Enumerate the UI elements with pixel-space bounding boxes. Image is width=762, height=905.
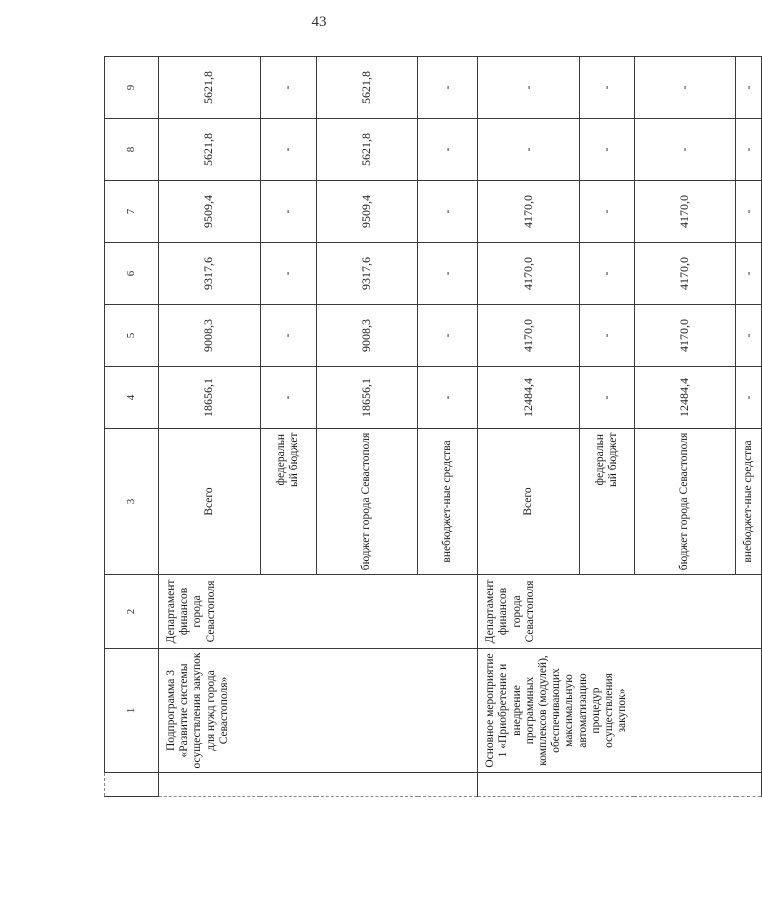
value-cell: 12484,4 bbox=[478, 367, 580, 429]
header-cell: 5 bbox=[105, 305, 159, 367]
program-name: Подпрограмма 3 «Развитие системы осуществления закупок для нужд города Севастополя» bbox=[159, 649, 478, 773]
value-cell: 9509,4 bbox=[316, 181, 418, 243]
value-cell: 9509,4 bbox=[159, 181, 261, 243]
value-cell: - bbox=[634, 57, 736, 119]
funding-source: внебюджет-ные средства bbox=[418, 429, 478, 575]
budget-table bbox=[104, 56, 762, 797]
header-cell: 4 bbox=[105, 367, 159, 429]
rotated-table-container bbox=[104, 57, 755, 797]
empty-cell bbox=[579, 491, 634, 575]
value-cell: - bbox=[260, 367, 316, 429]
header-cell: 2 bbox=[105, 575, 159, 649]
header-spacer bbox=[105, 773, 159, 797]
value-cell: - bbox=[418, 57, 478, 119]
empty-cell bbox=[260, 491, 316, 575]
value-cell: - bbox=[579, 119, 634, 181]
executor-name: Департамент финансов города Севастополя bbox=[478, 575, 762, 649]
value-cell: - bbox=[736, 181, 762, 243]
value-cell: - bbox=[736, 305, 762, 367]
value-cell: - bbox=[418, 181, 478, 243]
value-cell: 5621,8 bbox=[159, 119, 261, 181]
funding-source: Всего bbox=[159, 429, 261, 575]
table-row bbox=[159, 57, 261, 797]
value-cell: - bbox=[418, 119, 478, 181]
value-cell: - bbox=[736, 57, 762, 119]
header-cell: 8 bbox=[105, 119, 159, 181]
header-cell: 3 bbox=[105, 429, 159, 575]
value-cell: 4170,0 bbox=[634, 305, 736, 367]
value-cell: 4170,0 bbox=[478, 305, 580, 367]
value-cell: - bbox=[478, 57, 580, 119]
value-cell: - bbox=[579, 305, 634, 367]
measure-name: Основное мероприятие 1 «Приобретение и внедрение программных комплексов (модулей), обеспечивающих максимальную автоматизацию процедур осуществления закупок» bbox=[478, 649, 762, 773]
value-cell: - bbox=[260, 57, 316, 119]
row-spacer bbox=[159, 773, 478, 797]
executor-name: Департамент финансов города Севастополя bbox=[159, 575, 478, 649]
value-cell: - bbox=[260, 119, 316, 181]
funding-source: бюджет города Севастополя bbox=[316, 429, 418, 575]
value-cell: 5621,8 bbox=[316, 119, 418, 181]
value-cell: - bbox=[418, 305, 478, 367]
value-cell: 18656,1 bbox=[159, 367, 261, 429]
value-cell: - bbox=[260, 181, 316, 243]
table-row bbox=[478, 57, 580, 797]
value-cell: 4170,0 bbox=[634, 243, 736, 305]
value-cell: - bbox=[418, 367, 478, 429]
value-cell: - bbox=[579, 367, 634, 429]
value-cell: 9317,6 bbox=[159, 243, 261, 305]
value-cell: - bbox=[478, 119, 580, 181]
value-cell: - bbox=[418, 243, 478, 305]
header-cell: 1 bbox=[105, 649, 159, 773]
header-cell: 7 bbox=[105, 181, 159, 243]
funding-source: федеральный бюджет bbox=[260, 429, 316, 491]
funding-source: бюджет города Севастополя bbox=[634, 429, 736, 575]
value-cell: 18656,1 bbox=[316, 367, 418, 429]
page-number: 43 bbox=[311, 14, 327, 30]
value-cell: - bbox=[260, 305, 316, 367]
value-cell: 9008,3 bbox=[159, 305, 261, 367]
header-cell: 6 bbox=[105, 243, 159, 305]
funding-source: федеральный бюджет bbox=[579, 429, 634, 491]
value-cell: 9317,6 bbox=[316, 243, 418, 305]
value-cell: - bbox=[634, 119, 736, 181]
value-cell: - bbox=[736, 119, 762, 181]
value-cell: 4170,0 bbox=[478, 181, 580, 243]
value-cell: - bbox=[579, 57, 634, 119]
value-cell: 5621,8 bbox=[316, 57, 418, 119]
value-cell: 9008,3 bbox=[316, 305, 418, 367]
row-spacer bbox=[478, 773, 762, 797]
value-cell: 12484,4 bbox=[634, 367, 736, 429]
value-cell: - bbox=[260, 243, 316, 305]
value-cell: 5621,8 bbox=[159, 57, 261, 119]
value-cell: - bbox=[579, 243, 634, 305]
value-cell: - bbox=[736, 367, 762, 429]
value-cell: 4170,0 bbox=[634, 181, 736, 243]
value-cell: 4170,0 bbox=[478, 243, 580, 305]
funding-source: Всего bbox=[478, 429, 580, 575]
value-cell: - bbox=[736, 243, 762, 305]
funding-source: внебюджет-ные средства bbox=[736, 429, 762, 575]
header-row bbox=[105, 57, 159, 797]
value-cell: - bbox=[579, 181, 634, 243]
header-cell: 9 bbox=[105, 57, 159, 119]
